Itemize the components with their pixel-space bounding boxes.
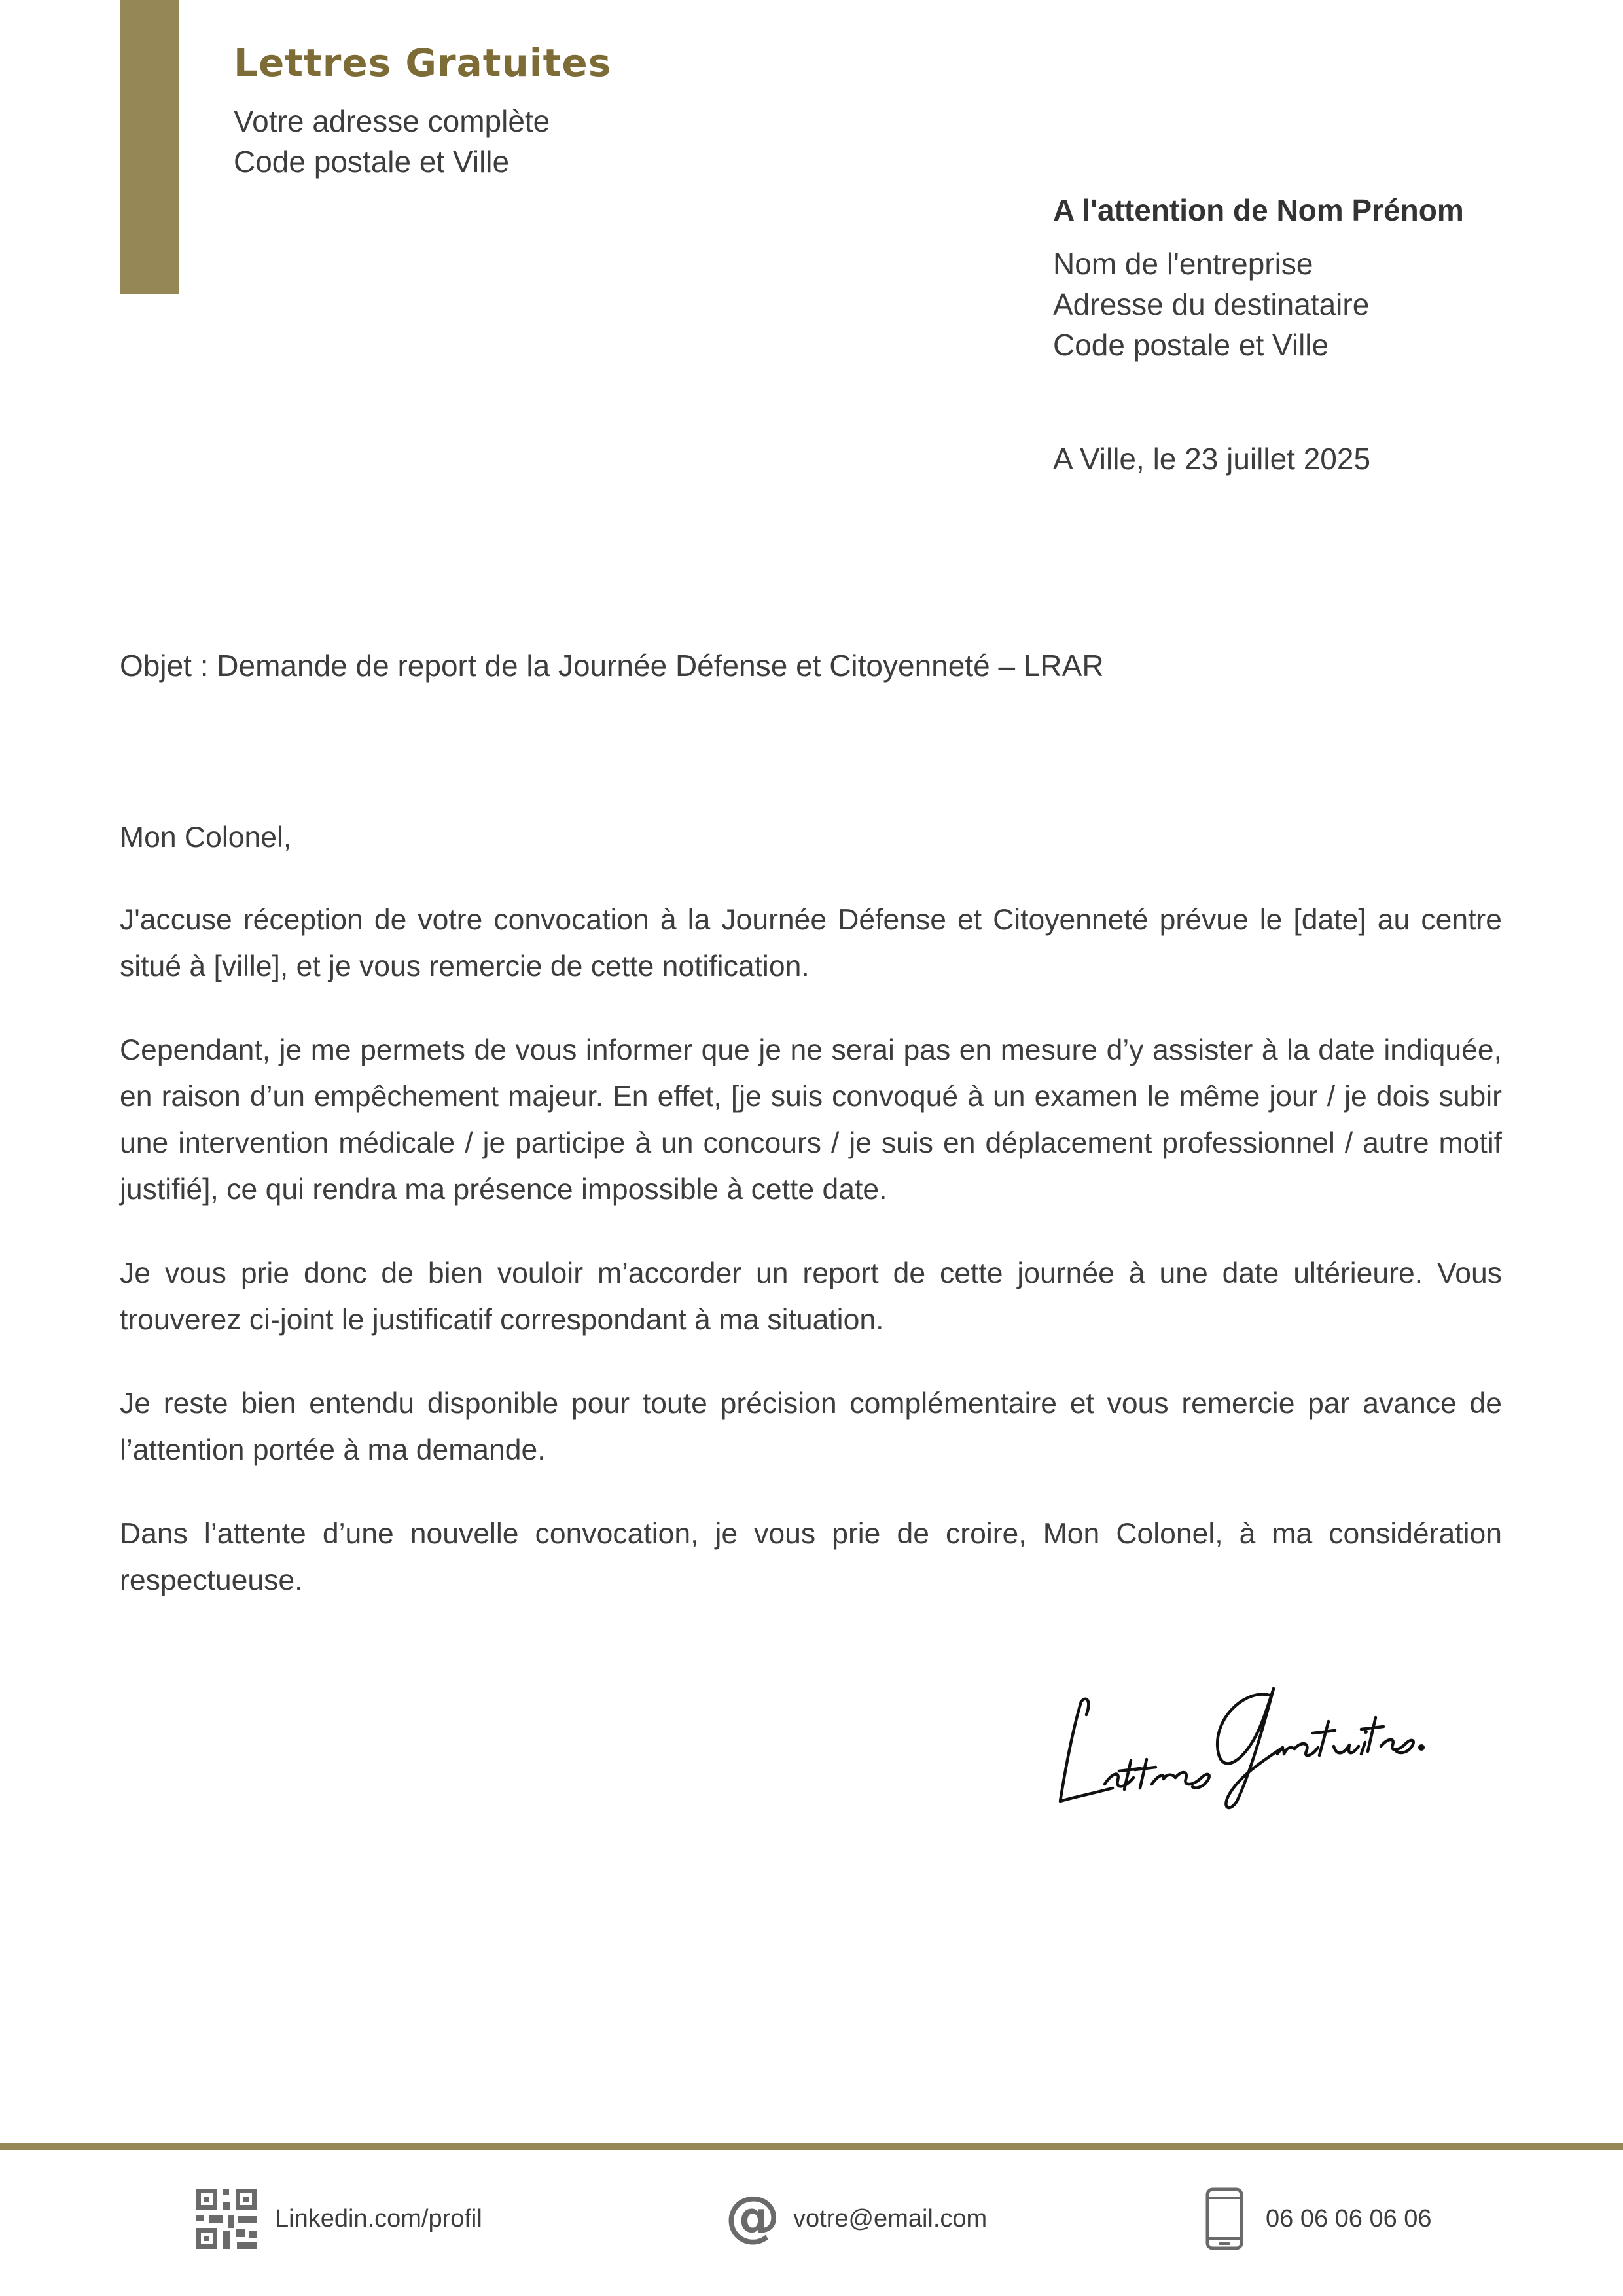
sender-block	[234, 39, 823, 182]
qr-code-icon	[196, 2189, 257, 2249]
recipient-city: Code postale et Ville	[1053, 328, 1329, 362]
footer-email	[725, 2186, 987, 2251]
paragraph-reason: Cependant, je me permets de vous informer que je ne serai pas en mesure d’y assister à la date indiquée, en raison d’un empêchement majeur. En effet, [je suis convoqué à un examen le même jour / je dois subir une intervention médicale / je participe à un concours / je suis en déplacement professionnel / autre motif justifié], ce qui rendra ma présence impossible à cette date.	[120, 1034, 1502, 1206]
letter-body	[120, 814, 1502, 1641]
paragraph-closing: Dans l’attente d’une nouvelle convocation, je vous prie de croire, Mon Colonel, à ma considération respectueuse.	[120, 1518, 1502, 1596]
handwritten-signature-icon	[1047, 1649, 1427, 1820]
sender-city: Code postale et Ville	[234, 145, 510, 179]
accent-side-bar	[120, 0, 179, 294]
date-line: A Ville, le 23 juillet 2025	[1053, 442, 1371, 476]
phone-number[interactable]: 06 06 06 06 06	[1266, 2204, 1432, 2233]
subject-line: Objet : Demande de report de la Journée Défense et Citoyenneté – LRAR	[120, 649, 1104, 683]
paragraph-availability: Je reste bien entendu disponible pour toute précision complémentaire et vous remercie par avance de l’attention portée à ma demande.	[120, 1388, 1502, 1466]
sender-address: Votre adresse complète	[234, 104, 550, 138]
paragraph-acknowledgement: J'accuse réception de votre convocation à la Journée Défense et Citoyenneté prévue le [date] au centre situé à [ville], et je vous remercie de cette notification.	[120, 904, 1502, 982]
at-sign-icon: @	[725, 2184, 780, 2248]
smartphone-icon	[1205, 2187, 1243, 2250]
recipient-address: Adresse du destinataire	[1053, 287, 1370, 321]
footer-linkedin	[196, 2186, 482, 2251]
recipient-attention: A l'attention de Nom Prénom	[1053, 193, 1464, 227]
recipient-company: Nom de l'entreprise	[1053, 247, 1313, 281]
linkedin-link[interactable]: Linkedin.com/profil	[275, 2204, 482, 2233]
salutation: Mon Colonel,	[120, 821, 292, 853]
recipient-block	[1053, 190, 1590, 365]
footer-divider	[0, 2143, 1623, 2150]
footer-phone	[1205, 2186, 1432, 2251]
email-link[interactable]: votre@email.com	[793, 2204, 988, 2233]
sender-name: Lettres Gratuites	[234, 41, 612, 85]
paragraph-request: Je vous prie donc de bien vouloir m’accorder un report de cette journée à une date ultérieure. Vous trouverez ci-joint le justificatif correspondant à ma situation.	[120, 1257, 1502, 1336]
